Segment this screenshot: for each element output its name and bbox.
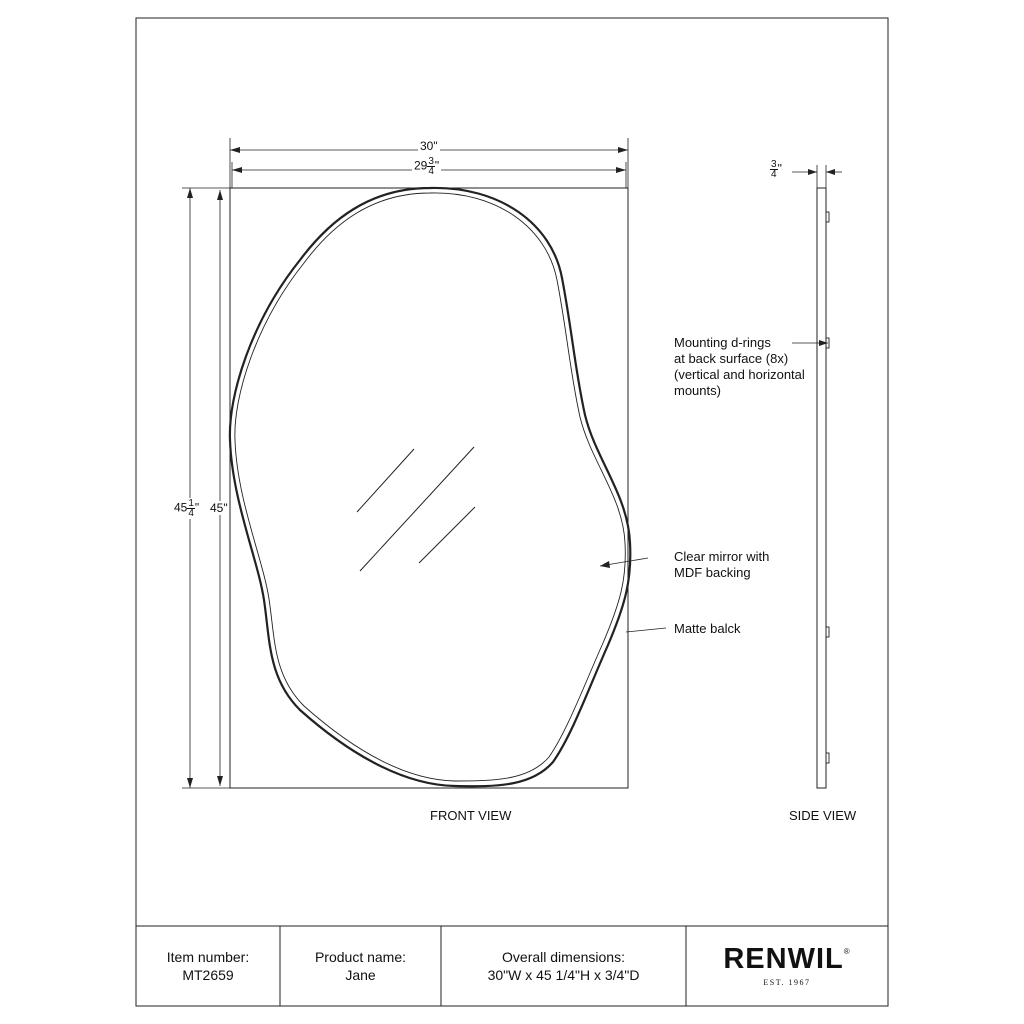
mirror-callout-line-2: MDF backing (674, 565, 751, 580)
product-name-value: Jane (345, 967, 376, 983)
dim-depth-unit: " (777, 161, 782, 176)
dim-depth-num: 3 (771, 159, 777, 170)
dim-inner-width-num: 3 (428, 156, 434, 167)
brand-name (686, 943, 888, 976)
mirror-outline (230, 188, 630, 786)
item-number-value: MT2659 (182, 967, 234, 983)
dim-overall-height-num: 1 (188, 498, 194, 509)
dim-depth (770, 160, 782, 179)
dim-overall-height-fraction (187, 499, 195, 518)
dim-depth-fraction (770, 160, 778, 179)
overall-dimensions-label: Overall dimensions: (502, 949, 625, 965)
dim-inner-height: 45" (210, 501, 228, 515)
arrow-45-top (217, 190, 223, 200)
arrow-30-right (618, 147, 628, 153)
product-name-label: Product name: (314, 949, 407, 965)
arrow-4514-bottom (187, 778, 193, 788)
dim-inner-width-den: 4 (428, 166, 434, 177)
product-name-cell (280, 926, 441, 1006)
mounting-callout-line-1: Mounting d-rings (674, 335, 771, 350)
mirror-inner-outline (235, 193, 625, 781)
arrow-mirror-leader (600, 561, 610, 568)
dim-depth-den: 4 (771, 169, 777, 180)
overall-dimensions-cell (441, 926, 686, 1006)
dim-overall-height-den: 4 (188, 508, 194, 519)
dim-overall-height (174, 498, 199, 519)
mirror-callout-line-1: Clear mirror with (674, 549, 770, 564)
brand-name-text: RENWIL (723, 943, 844, 975)
brand-registered-mark: ® (843, 947, 851, 956)
finish-callout: Matte balck (674, 621, 741, 636)
arrow-4514-top (187, 188, 193, 198)
dim-inner-width-whole: 29 (414, 158, 428, 173)
dim-overall-width: 30" (420, 139, 438, 153)
overall-dimensions-value: 30"W x 45 1/4"H x 3/4"D (487, 967, 640, 983)
arrow-45-bottom (217, 776, 223, 786)
dim-inner-width-fraction (427, 157, 435, 176)
front-view-label: FRONT VIEW (430, 808, 512, 823)
reflection-line-2 (360, 447, 474, 571)
brand-logo (686, 926, 888, 1006)
mounting-callout-line-4: mounts) (674, 383, 721, 398)
arrow-30-left (230, 147, 240, 153)
finish-leader (626, 628, 666, 632)
item-number-label: Item number: (166, 949, 250, 965)
mounting-callout-line-2: at back surface (8x) (674, 351, 789, 366)
reflection-line-3 (419, 507, 475, 563)
dimension-arrows (187, 147, 835, 788)
mirror-callout (674, 549, 834, 581)
side-view (792, 165, 842, 788)
side-profile (817, 188, 826, 788)
dim-inner-width-unit: " (434, 158, 440, 173)
dim-overall-height-whole: 45 (174, 500, 188, 515)
mounting-callout-line-3: (vertical and horizontal (674, 367, 805, 382)
dim-inner-width (412, 157, 441, 176)
item-number-cell (136, 926, 280, 1006)
reflection-line-1 (357, 449, 414, 512)
dim-overall-height-unit: " (194, 500, 200, 515)
brand-established: EST. 1967 (763, 978, 811, 987)
front-view (182, 138, 666, 788)
side-view-label: SIDE VIEW (789, 808, 857, 823)
mounting-callout (674, 335, 854, 399)
arrow-2934-right (616, 167, 626, 173)
arrow-2934-left (232, 167, 242, 173)
